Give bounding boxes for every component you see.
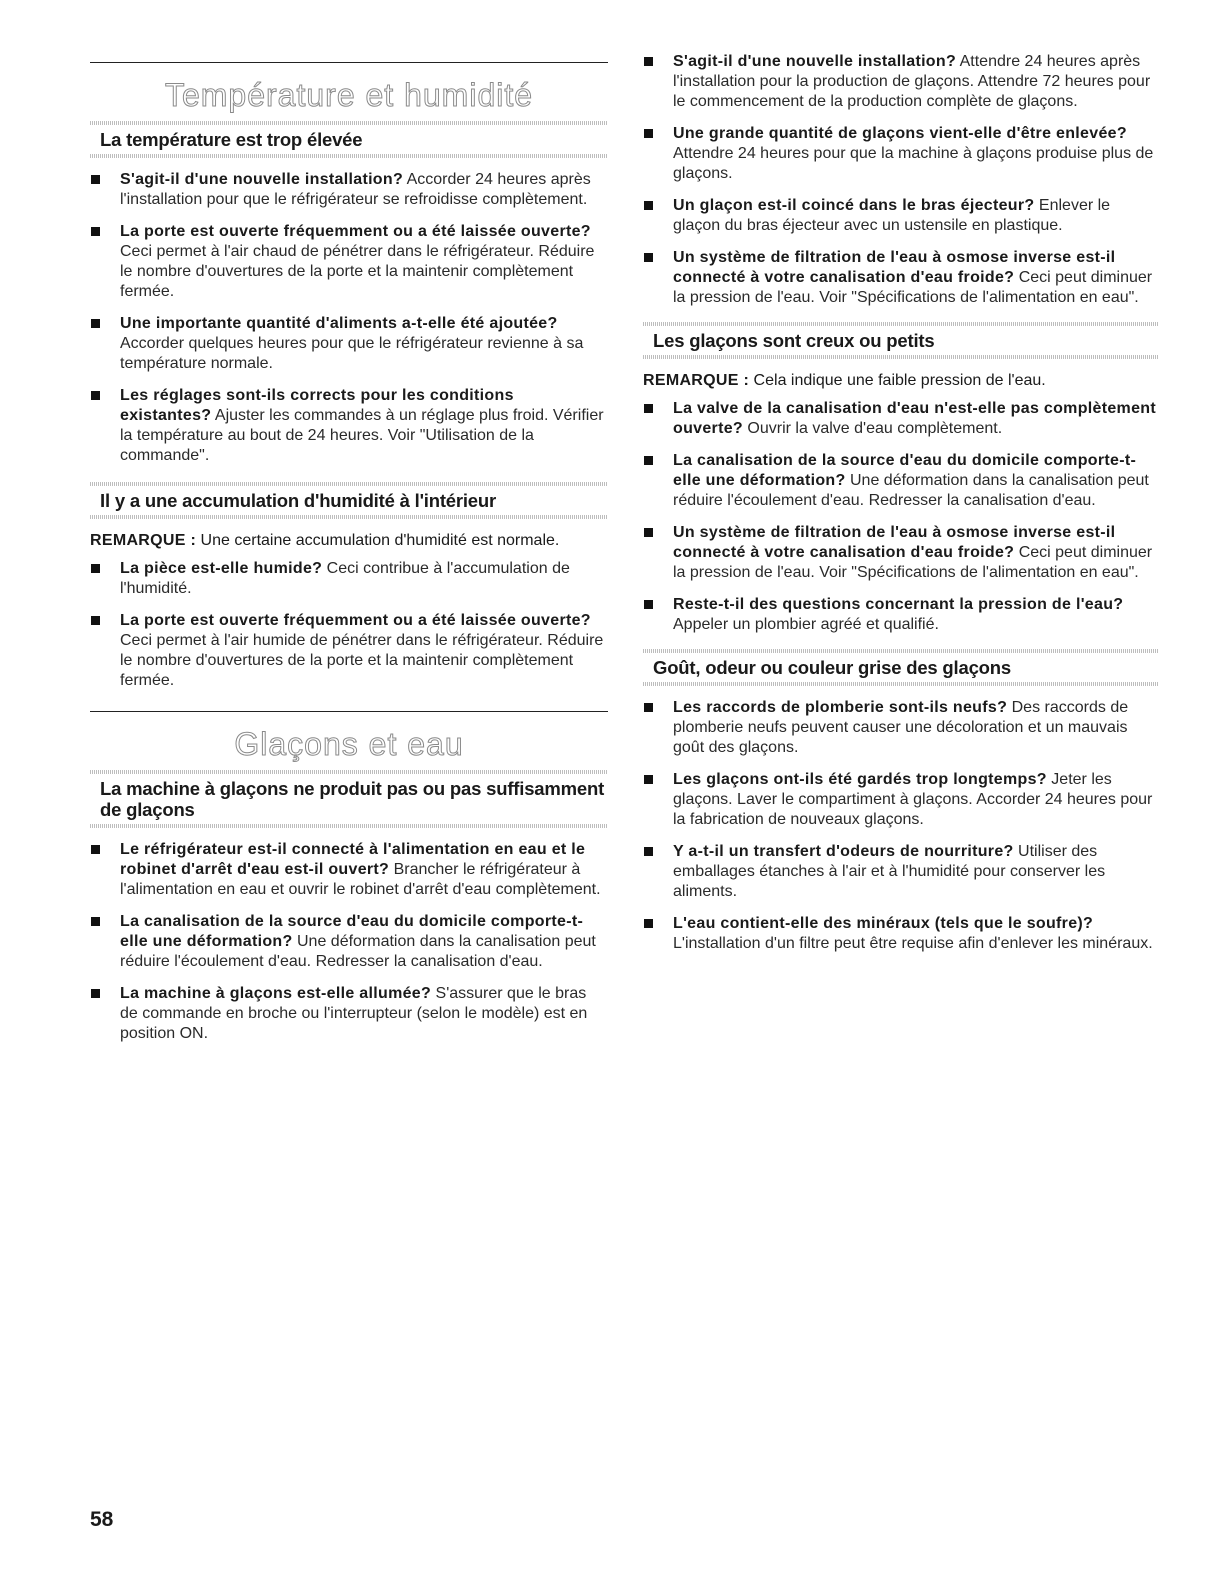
list-item	[643, 124, 1158, 184]
square-bullet-icon	[91, 616, 100, 625]
answer-text: Appeler un plombier agréé et qualifié.	[673, 616, 939, 633]
answer-text: Des raccords de plomberie neufs peuvent causer une décoloration et un mauvais goût des glaçons.	[673, 699, 1129, 756]
square-bullet-icon	[91, 319, 100, 328]
list-item	[643, 698, 1158, 758]
square-bullet-icon	[644, 201, 653, 210]
answer-text: Ajuster les commandes à un réglage plus froid. Vérifier la température au bout de 24 heures. Voir "Utilisation de la commande".	[120, 407, 604, 464]
square-bullet-icon	[91, 227, 100, 236]
troubleshooting-list	[90, 840, 608, 1044]
square-bullet-icon	[644, 775, 653, 784]
section-title: Glaçons et eau	[234, 726, 464, 762]
square-bullet-icon	[644, 528, 653, 537]
subsection-header	[90, 121, 608, 158]
answer-text: Attendre 24 heures après l'installation pour la production de glaçons. Attendre 72 heures pour le commencement de la production complète de glaçons.	[673, 53, 1151, 110]
square-bullet-icon	[644, 919, 653, 928]
note-label: REMARQUE :	[90, 532, 197, 549]
answer-text: Accorder 24 heures après l'installation pour que le réfrigérateur se refroidisse complètement.	[120, 171, 591, 208]
square-bullet-icon	[644, 600, 653, 609]
square-bullet-icon	[644, 703, 653, 712]
question-text: Une importante quantité d'aliments a-t-elle été ajoutée?	[120, 315, 558, 332]
answer-text: Brancher le réfrigérateur à l'alimentation en eau et ouvrir le robinet d'arrêt d'eau complètement.	[120, 861, 601, 898]
troubleshooting-list	[643, 52, 1158, 308]
square-bullet-icon	[91, 175, 100, 184]
troubleshooting-list	[90, 559, 608, 691]
list-item	[643, 248, 1158, 308]
right-column	[643, 52, 1158, 966]
question-text: S'agit-il d'une nouvelle installation?	[120, 171, 404, 188]
question-text: Un système de filtration de l'eau à osmose inverse est-il connecté à votre canalisation d'eau froide?	[673, 249, 1116, 286]
question-text: S'agit-il d'une nouvelle installation?	[673, 53, 957, 70]
subsection-title: Goût, odeur ou couleur grise des glaçons	[653, 657, 1011, 678]
question-text: Un glaçon est-il coincé dans le bras éjecteur?	[673, 197, 1035, 214]
list-item	[90, 611, 608, 691]
question-text: Un système de filtration de l'eau à osmose inverse est-il connecté à votre canalisation d'eau froide?	[673, 524, 1116, 561]
subsection-header	[643, 649, 1158, 686]
question-text: La porte est ouverte fréquemment ou a été laissée ouverte?	[120, 612, 591, 629]
question-text: Reste-t-il des questions concernant la pression de l'eau?	[673, 596, 1124, 613]
list-item	[90, 984, 608, 1044]
question-text: Le réfrigérateur est-il connecté à l'alimentation en eau et le robinet d'arrêt d'eau est-il ouvert?	[120, 841, 586, 878]
list-item	[643, 52, 1158, 112]
left-column	[90, 62, 608, 1056]
question-text: La porte est ouverte fréquemment ou a été laissée ouverte?	[120, 223, 591, 240]
subsection-title: Il y a une accumulation d'humidité à l'intérieur	[100, 490, 496, 511]
subsection-title: Les glaçons sont creux ou petits	[653, 330, 935, 351]
answer-text: Ouvrir la valve d'eau complètement.	[742, 420, 1003, 437]
troubleshooting-list	[643, 399, 1158, 635]
answer-text: Ceci peut diminuer la pression de l'eau. Voir "Spécifications de l'alimentation en eau".	[673, 269, 1153, 306]
list-item	[643, 595, 1158, 635]
subsection-title: La température est trop élevée	[100, 129, 363, 150]
subsection-header	[643, 322, 1158, 359]
square-bullet-icon	[644, 404, 653, 413]
list-item	[90, 314, 608, 374]
question-text: La valve de la canalisation d'eau n'est-elle pas complètement ouverte?	[673, 400, 1156, 437]
list-item	[643, 399, 1158, 439]
section-title: Température et humidité	[164, 77, 534, 113]
answer-text: Jeter les glaçons. Laver le compartiment à glaçons. Accorder 24 heures pour la fabrication de nouveaux glaçons.	[673, 771, 1153, 828]
note-label: REMARQUE :	[643, 372, 750, 389]
answer-text: Enlever le glaçon du bras éjecteur avec un ustensile en plastique.	[673, 197, 1111, 234]
answer-text: L'installation d'un filtre peut être requise afin d'enlever les minéraux.	[673, 935, 1153, 952]
list-item	[643, 842, 1158, 902]
square-bullet-icon	[644, 129, 653, 138]
section-header-ice-water	[90, 711, 608, 764]
subsection-header	[90, 770, 608, 828]
question-text: L'eau contient-elle des minéraux (tels que le soufre)?	[673, 915, 1094, 932]
page-number: 58	[90, 1508, 114, 1531]
answer-text: Ceci permet à l'air humide de pénétrer dans le réfrigérateur. Réduire le nombre d'ouvertures de la porte et la maintenir complètement fermée.	[120, 632, 604, 689]
question-text: Les réglages sont-ils corrects pour les conditions existantes?	[120, 387, 514, 424]
question-text: La machine à glaçons est-elle allumée?	[120, 985, 432, 1002]
section-header-temperature	[90, 62, 608, 115]
square-bullet-icon	[91, 391, 100, 400]
note-text: Cela indique une faible pression de l'eau.	[749, 372, 1046, 389]
list-item	[90, 559, 608, 599]
square-bullet-icon	[91, 989, 100, 998]
note	[90, 531, 608, 551]
question-text: La canalisation de la source d'eau du domicile comporte-t-elle une déformation?	[673, 452, 1137, 489]
list-item	[90, 222, 608, 302]
troubleshooting-list	[643, 698, 1158, 954]
question-text: Y a-t-il un transfert d'odeurs de nourriture?	[673, 843, 1014, 860]
list-item	[643, 451, 1158, 511]
square-bullet-icon	[644, 253, 653, 262]
list-item	[643, 523, 1158, 583]
subsection-header	[90, 482, 608, 519]
list-item	[643, 914, 1158, 954]
subsection-title: La machine à glaçons ne produit pas ou pas suffisamment de glaçons	[100, 778, 605, 820]
list-item	[90, 170, 608, 210]
answer-text: Utiliser des emballages étanches à l'air et à l'humidité pour conserver les aliments.	[673, 843, 1106, 900]
list-item	[90, 386, 608, 466]
answer-text: Accorder quelques heures pour que le réfrigérateur revienne à sa température normale.	[120, 335, 584, 372]
square-bullet-icon	[91, 917, 100, 926]
question-text: Une grande quantité de glaçons vient-elle d'être enlevée?	[673, 125, 1127, 142]
answer-text: Ceci contribue à l'accumulation de l'humidité.	[120, 560, 570, 597]
answer-text: Une déformation dans la canalisation peut réduire l'écoulement d'eau. Redresser la canalisation d'eau.	[673, 472, 1149, 509]
note-text: Une certaine accumulation d'humidité est normale.	[196, 532, 560, 549]
list-item	[643, 770, 1158, 830]
list-item	[90, 912, 608, 972]
square-bullet-icon	[644, 57, 653, 66]
answer-text: Une déformation dans la canalisation peut réduire l'écoulement d'eau. Redresser la canalisation d'eau.	[120, 933, 596, 970]
square-bullet-icon	[644, 847, 653, 856]
answer-text: Attendre 24 heures pour que la machine à glaçons produise plus de glaçons.	[673, 145, 1154, 182]
question-text: La pièce est-elle humide?	[120, 560, 323, 577]
answer-text: Ceci permet à l'air chaud de pénétrer dans le réfrigérateur. Réduire le nombre d'ouvertures de la porte et la maintenir complètement fermée.	[120, 243, 595, 300]
square-bullet-icon	[91, 845, 100, 854]
answer-text: Ceci peut diminuer la pression de l'eau. Voir "Spécifications de l'alimentation en eau".	[673, 544, 1153, 581]
square-bullet-icon	[91, 564, 100, 573]
question-text: Les glaçons ont-ils été gardés trop longtemps?	[673, 771, 1047, 788]
question-text: La canalisation de la source d'eau du domicile comporte-t-elle une déformation?	[120, 913, 584, 950]
list-item	[643, 196, 1158, 236]
answer-text: S'assurer que le bras de commande en broche ou l'interrupteur (selon le modèle) est en position ON.	[120, 985, 588, 1042]
square-bullet-icon	[644, 456, 653, 465]
question-text: Les raccords de plomberie sont-ils neufs?	[673, 699, 1008, 716]
list-item	[90, 840, 608, 900]
troubleshooting-list	[90, 170, 608, 466]
note	[643, 371, 1158, 391]
